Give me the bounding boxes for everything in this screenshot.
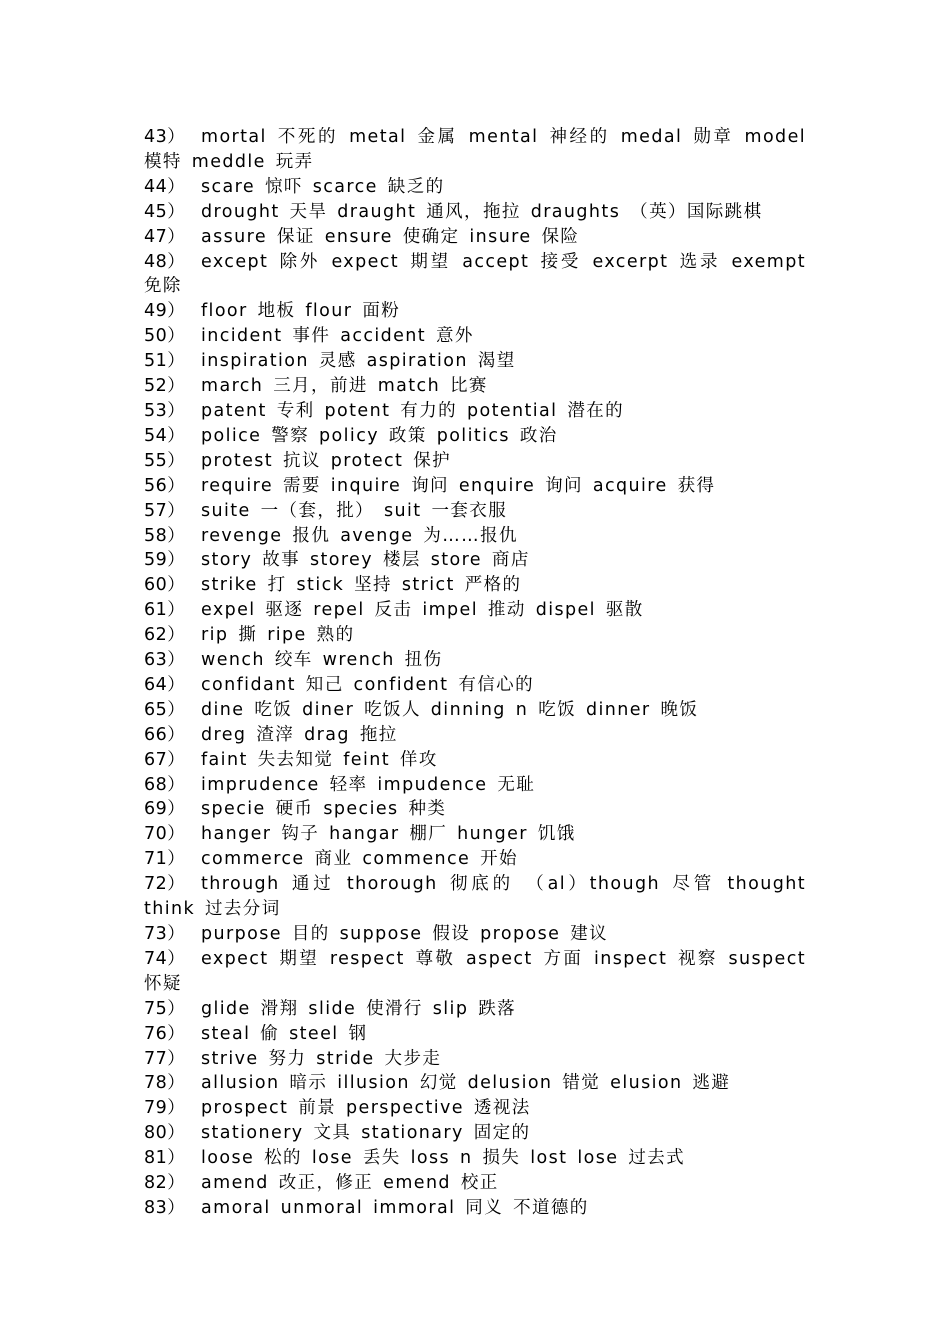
vocab-entry bbox=[144, 200, 806, 225]
entry-number: 59） bbox=[144, 550, 186, 571]
vocab-entry bbox=[144, 947, 806, 997]
entry-number: 55） bbox=[144, 450, 186, 471]
entry-text: expect 期望 respect 尊敬 aspect 方面 inspect 视察 suspect 怀疑 bbox=[144, 948, 806, 994]
vocab-entry bbox=[144, 1121, 806, 1146]
entry-text: stationery 文具 stationary 固定的 bbox=[201, 1123, 531, 1144]
vocab-entry bbox=[144, 598, 806, 623]
vocab-entry bbox=[144, 474, 806, 499]
entry-number: 56） bbox=[144, 475, 186, 496]
entry-text: dine 吃饭 diner 吃饭人 dinning n 吃饭 dinner 晚饭 bbox=[201, 699, 699, 720]
vocab-entry bbox=[144, 250, 806, 300]
vocab-entry bbox=[144, 1022, 806, 1047]
vocab-entry bbox=[144, 922, 806, 947]
vocab-entry bbox=[144, 648, 806, 673]
entry-text: purpose 目的 suppose 假设 propose 建议 bbox=[201, 924, 609, 944]
entry-number: 44） bbox=[144, 176, 186, 197]
vocab-entry bbox=[144, 698, 806, 723]
entry-text: steal 偷 steel 钢 bbox=[201, 1023, 368, 1044]
vocab-entry bbox=[144, 399, 806, 424]
entry-text: loose 松的 lose 丢失 loss n 损失 lost lose 过去式 bbox=[201, 1148, 686, 1169]
entry-number: 49） bbox=[144, 301, 186, 322]
entry-number: 54） bbox=[144, 425, 186, 446]
vocab-entry bbox=[144, 1096, 806, 1121]
entry-text: incident 事件 accident 意外 bbox=[201, 326, 474, 347]
entry-text: hanger 钩子 hangar 棚厂 hunger 饥饿 bbox=[201, 824, 576, 845]
entry-number: 62） bbox=[144, 625, 186, 646]
entry-number: 52） bbox=[144, 376, 186, 397]
entry-number: 50） bbox=[144, 326, 186, 347]
entry-number: 47） bbox=[144, 226, 186, 247]
entry-text: scare 惊吓 scarce 缺乏的 bbox=[201, 176, 445, 197]
entry-number: 51） bbox=[144, 351, 186, 372]
entry-text: commerce 商业 commence 开始 bbox=[201, 849, 518, 870]
entry-number: 71） bbox=[144, 849, 186, 870]
entry-number: 65） bbox=[144, 699, 186, 720]
entry-text: mortal 不死的 metal 金属 mental 神经的 medal 勋章 model 模特 meddle 玩弄 bbox=[144, 127, 806, 172]
vocab-entry bbox=[144, 997, 806, 1022]
vocab-entry bbox=[144, 872, 806, 922]
entry-number: 73） bbox=[144, 924, 186, 944]
entry-number: 79） bbox=[144, 1098, 186, 1119]
vocab-entry bbox=[144, 349, 806, 374]
entry-text: police 警察 policy 政策 politics 政治 bbox=[201, 425, 558, 446]
entry-number: 72） bbox=[144, 874, 186, 895]
entry-number: 57） bbox=[144, 500, 186, 521]
entry-text: inspiration 灵感 aspiration 渴望 bbox=[201, 351, 516, 372]
entry-number: 60） bbox=[144, 575, 186, 596]
vocab-entry bbox=[144, 723, 806, 748]
entry-number: 77） bbox=[144, 1048, 186, 1069]
entry-text: glide 滑翔 slide 使滑行 slip 跌落 bbox=[201, 998, 517, 1019]
entry-text: require 需要 inquire 询问 enquire 询问 acquire 获得 bbox=[201, 475, 716, 496]
vocab-entry bbox=[144, 125, 806, 175]
vocab-entry bbox=[144, 225, 806, 250]
entry-text: confidant 知己 confident 有信心的 bbox=[201, 674, 534, 695]
vocab-entry bbox=[144, 673, 806, 698]
entry-text: patent 专利 potent 有力的 potential 潜在的 bbox=[201, 400, 625, 421]
entry-number: 82） bbox=[144, 1173, 186, 1194]
entry-text: imprudence 轻率 impudence 无耻 bbox=[201, 774, 536, 795]
entry-text: protest 抗议 protect 保护 bbox=[201, 450, 452, 471]
entry-text: amend 改正，修正 emend 校正 bbox=[201, 1173, 499, 1194]
entry-text: march 三月，前进 match 比赛 bbox=[201, 376, 488, 397]
vocab-entry bbox=[144, 1171, 806, 1196]
entry-number: 67） bbox=[144, 749, 186, 770]
vocab-entry bbox=[144, 773, 806, 798]
entry-text: except 除外 expect 期望 accept 接受 excerpt 选录 exempt 免除 bbox=[144, 251, 806, 297]
entry-number: 78） bbox=[144, 1073, 186, 1094]
entry-text: story 故事 storey 楼层 store 商店 bbox=[201, 550, 530, 571]
entry-text: revenge 报仇 avenge 为……报仇 bbox=[201, 525, 518, 546]
entry-number: 64） bbox=[144, 674, 186, 695]
vocab-entry bbox=[144, 1196, 806, 1221]
vocab-entry bbox=[144, 548, 806, 573]
vocab-entry bbox=[144, 299, 806, 324]
entry-number: 61） bbox=[144, 600, 186, 621]
entry-number: 80） bbox=[144, 1123, 186, 1144]
entry-text: drought 天旱 draught 通风，拖拉 draughts （英）国际跳棋 bbox=[201, 201, 763, 222]
entry-text: strive 努力 stride 大步走 bbox=[201, 1048, 442, 1069]
entry-number: 70） bbox=[144, 824, 186, 845]
entry-number: 74） bbox=[144, 948, 186, 969]
vocab-entry bbox=[144, 1071, 806, 1096]
entry-number: 69） bbox=[144, 799, 186, 820]
entry-number: 81） bbox=[144, 1148, 186, 1169]
entry-text: suite 一（套，批） suit 一套衣服 bbox=[201, 500, 508, 521]
vocab-entry bbox=[144, 822, 806, 847]
entry-text: specie 硬币 species 种类 bbox=[201, 799, 447, 820]
entry-number: 43） bbox=[144, 127, 186, 147]
vocab-entry bbox=[144, 374, 806, 399]
entry-text: through 通过 thorough 彻底的 （al）though 尽管 thought think 过去分词 bbox=[144, 874, 806, 920]
entry-text: rip 撕 ripe 熟的 bbox=[201, 625, 355, 646]
entry-number: 68） bbox=[144, 774, 186, 795]
entry-text: prospect 前景 perspective 透视法 bbox=[201, 1098, 531, 1119]
entry-number: 83） bbox=[144, 1197, 186, 1218]
entry-number: 53） bbox=[144, 400, 186, 421]
entry-text: expel 驱逐 repel 反击 impel 推动 dispel 驱散 bbox=[201, 600, 644, 621]
vocab-entry bbox=[144, 175, 806, 200]
vocab-entry bbox=[144, 424, 806, 449]
entry-number: 75） bbox=[144, 998, 186, 1019]
entry-text: allusion 暗示 illusion 幻觉 delusion 错觉 elusion 逃避 bbox=[201, 1073, 731, 1094]
entry-text: strike 打 stick 坚持 strict 严格的 bbox=[201, 575, 522, 596]
entry-number: 48） bbox=[144, 251, 186, 272]
entry-text: assure 保证 ensure 使确定 insure 保险 bbox=[201, 226, 580, 247]
vocab-entry bbox=[144, 499, 806, 524]
document-page bbox=[144, 125, 806, 1221]
entry-text: amoral unmoral immoral 同义 不道德的 bbox=[201, 1197, 589, 1218]
entry-number: 45） bbox=[144, 201, 186, 222]
vocab-entry bbox=[144, 524, 806, 549]
vocab-entry bbox=[144, 324, 806, 349]
vocab-entry bbox=[144, 449, 806, 474]
vocab-entry bbox=[144, 1146, 806, 1171]
entry-number: 66） bbox=[144, 724, 186, 745]
vocab-entry bbox=[144, 1047, 806, 1072]
entry-text: wench 绞车 wrench 扭伤 bbox=[201, 650, 443, 671]
vocab-entry bbox=[144, 623, 806, 648]
entry-number: 76） bbox=[144, 1023, 186, 1044]
vocab-entry bbox=[144, 573, 806, 598]
entry-text: faint 失去知觉 feint 佯攻 bbox=[201, 749, 438, 770]
vocab-entry bbox=[144, 847, 806, 872]
entry-text: floor 地板 flour 面粉 bbox=[201, 301, 401, 322]
vocab-entry bbox=[144, 797, 806, 822]
vocab-entry bbox=[144, 748, 806, 773]
entry-text: dreg 渣滓 drag 拖拉 bbox=[201, 724, 398, 745]
entry-number: 58） bbox=[144, 525, 186, 546]
entry-number: 63） bbox=[144, 650, 186, 671]
